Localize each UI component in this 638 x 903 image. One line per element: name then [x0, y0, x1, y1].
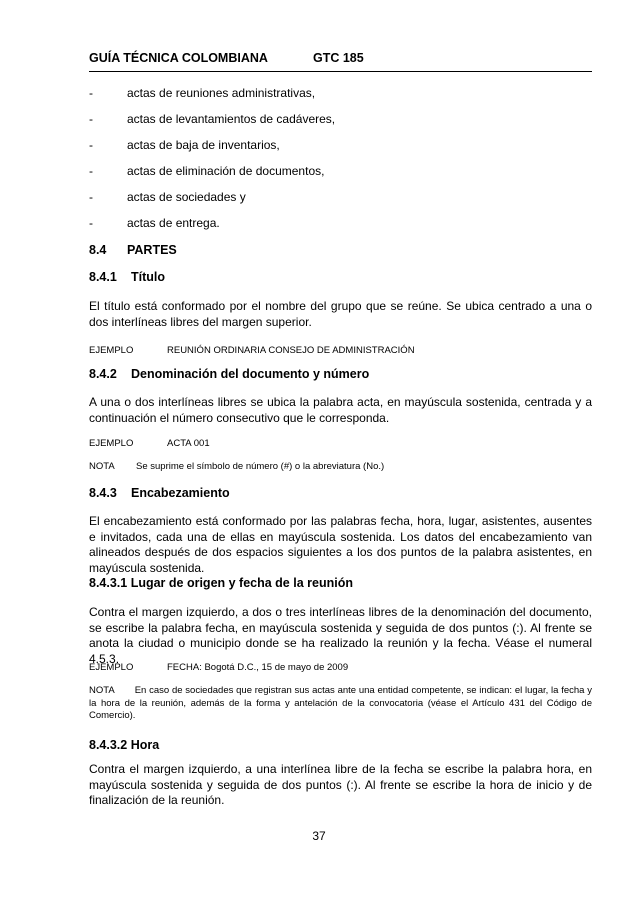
example-label: EJEMPLO	[89, 345, 134, 356]
paragraph: A una o dos interlíneas libres se ubica la palabra acta, en mayúscula sostenida, centrada y a continuación el número consecutivo que le corresponda.	[89, 395, 592, 425]
subsection-title: Título	[131, 270, 166, 284]
page-number: 37	[312, 829, 326, 843]
list-dash: -	[89, 190, 93, 204]
subsubsection-title: 8.4.3.1 Lugar de origen y fecha de la reunión	[89, 576, 353, 590]
example-text: REUNIÓN ORDINARIA CONSEJO DE ADMINISTRACIÓN	[167, 345, 415, 356]
list-dash: -	[89, 86, 93, 100]
example-label: EJEMPLO	[89, 438, 134, 449]
header-title: GUÍA TÉCNICA COLOMBIANA	[89, 51, 268, 65]
example-text: ACTA 001	[167, 438, 210, 449]
subsection-title: Denominación del documento y número	[131, 367, 370, 381]
list-item: actas de levantamientos de cadáveres,	[127, 112, 336, 126]
header-code: GTC 185	[313, 51, 364, 65]
note-text: Se suprime el símbolo de número (#) o la abreviatura (No.)	[136, 461, 385, 472]
example-text: FECHA: Bogotá D.C., 15 de mayo de 2009	[167, 662, 349, 673]
example-label: EJEMPLO	[89, 662, 134, 673]
subsection-number: 8.4.3	[89, 486, 117, 500]
list-dash: -	[89, 112, 93, 126]
subsection-number: 8.4.1	[89, 270, 117, 284]
list-dash: -	[89, 138, 93, 152]
list-item: actas de eliminación de documentos,	[127, 164, 325, 178]
list-item: actas de entrega.	[127, 216, 220, 230]
paragraph: Contra el margen izquierdo, a dos o tres interlíneas libres de la denominación del documento, se escribe la palabra fecha, en mayúscula sostenida y seguida de dos puntos (:). Al frente se anota la ciudad o municipio donde se ha realizado la reunión y la fecha. Véase el numeral 4.5.3.	[89, 605, 592, 666]
note-label: NOTA	[89, 461, 115, 472]
paragraph: El encabezamiento está conformado por las palabras fecha, hora, lugar, asistentes, ausentes e invitados, cada una de ellas en mayúscula sostenida. Los datos del encabezamiento van alineados después de dos espacios siguientes a los dos puntos de la palabra asistentes, en mayúscula sostenida.	[89, 514, 592, 575]
subsection-title: Encabezamiento	[131, 486, 230, 500]
subsubsection-title: 8.4.3.2 Hora	[89, 738, 160, 752]
paragraph: Contra el margen izquierdo, a una interlínea libre de la fecha se escribe la palabra hora, en mayúscula sostenida y seguida de dos puntos (:). Al frente se escribe la hora de inicio y de finalización de la reunión.	[89, 762, 592, 807]
list-dash: -	[89, 164, 93, 178]
note-label: NOTA	[89, 685, 115, 696]
list-item: actas de baja de inventarios,	[127, 138, 280, 152]
note-text: En caso de sociedades que registran sus actas ante una entidad competente, se indican: el lugar, la fecha y la hora de la reunión, además de la forma y antelación de la convocatoria (véase el Artículo 431 del Código de Comercio).	[89, 685, 592, 721]
list-item: actas de sociedades y	[127, 190, 246, 204]
page-header	[89, 51, 592, 72]
note	[89, 685, 592, 723]
section-number: 8.4	[89, 243, 107, 257]
subsection-number: 8.4.2	[89, 367, 117, 381]
list-item: actas de reuniones administrativas,	[127, 86, 316, 100]
list-dash: -	[89, 216, 93, 230]
paragraph: El título está conformado por el nombre del grupo que se reúne. Se ubica centrado a una o dos interlíneas libres del margen superior.	[89, 299, 592, 329]
section-title: PARTES	[127, 243, 177, 257]
